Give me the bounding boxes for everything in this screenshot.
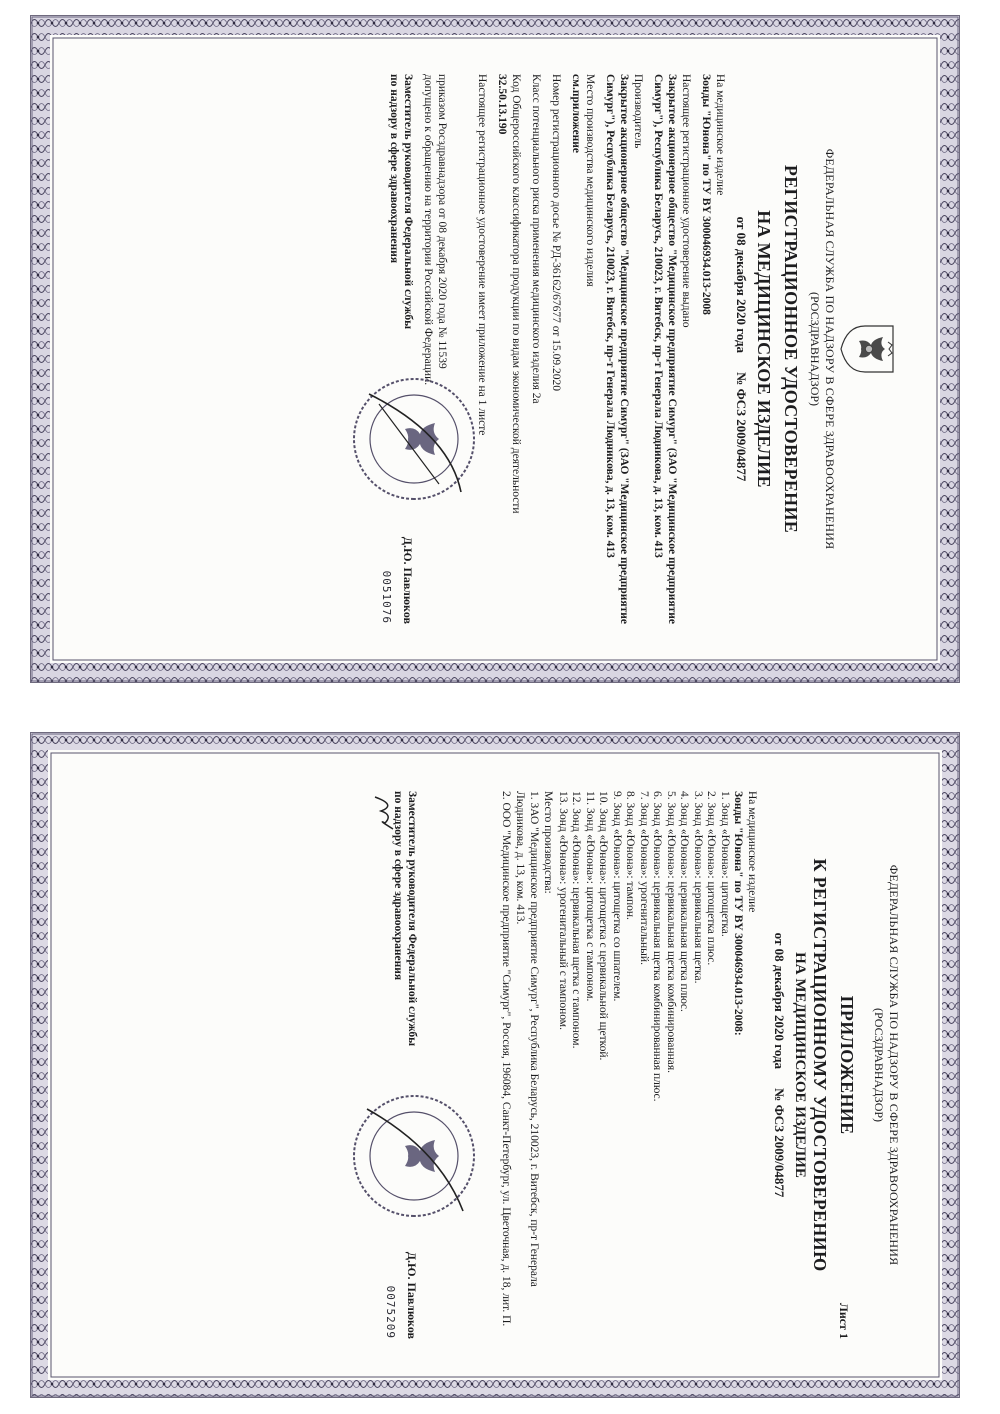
signature-block	[355, 74, 415, 624]
device-item: 12. Зонд «Юнона»: цервикальная щетка с тампоном.	[570, 791, 583, 1049]
device-item: 11. Зонд «Юнона»: цитощетка с тампоном.	[584, 791, 596, 1002]
signer-name: Д.Ю. Павлюков	[401, 536, 415, 624]
device-label: На медицинское изделие	[746, 791, 758, 913]
agency-short-name: (РОСЗДРАВНАДЗОР)	[808, 291, 822, 407]
certificate-title: РЕГИСТРАЦИОННОЕ УДОСТОВЕРЕНИЕ	[781, 164, 801, 534]
manufacturer-value: Закрытое акционерное общество "Медицинское предприятие Симург" (ЗАО "Медицинское предприятие Симург"), Республика Беларусь, 210023, г. Витебск, пр-т Генерала Людникова, д. 13, ком. 413	[604, 74, 630, 625]
device-item: 5. Зонд «Юнона»: цервикальная щетка комбинированная.	[665, 791, 677, 1074]
device-item: 10. Зонд «Юнона»: цитощетка с цервикальной щеткой.	[597, 791, 610, 1061]
device-items-list	[556, 791, 732, 1339]
device-item: 6. Зонд «Юнона»: цервикальная щетка комбинированная плюс.	[651, 791, 664, 1102]
official-seal-icon	[349, 374, 479, 504]
production-place-2: 2. ООО "Медицинское предприятие "Симург", Россия, 196084, Санкт-Петербург, ул. Цветочная, д. 18, лит. П.	[500, 791, 513, 1327]
appendix-title-line3: НА МЕДИЦИНСКОЕ ИЗДЕЛИЕ	[792, 952, 808, 1178]
device-item: 3. Зонд «Юнона»: цервикальная щетка.	[692, 791, 704, 984]
serial-number: 0051076	[380, 570, 393, 624]
production-label: Место производства:	[542, 791, 555, 894]
appendix-sheet	[30, 732, 960, 1398]
appendix-date-number	[771, 791, 787, 1339]
device-item: 8. Зонд «Юнона»: тампон.	[624, 791, 637, 920]
device-label: На медицинское изделие	[714, 74, 726, 196]
signer-title-line1: Заместитель руководителя Федеральной службы	[402, 74, 414, 330]
production-place-label: Место производства медицинского изделия	[584, 74, 596, 287]
signer-title-line1: Заместитель руководителя Федеральной службы	[406, 791, 419, 1047]
admitted-text: допущено к обращению на территории Российской Федерации.	[422, 74, 434, 386]
signer-title	[387, 74, 415, 329]
coat-of-arms-icon	[839, 322, 899, 376]
signer-title-line2: по надзору в сфере здравоохранения	[392, 791, 405, 981]
appendix-title-line2: К РЕГИСТРАЦИОННОМУ УДОСТОВЕРЕНИЮ	[810, 858, 830, 1272]
production-place-value: см.приложение	[570, 74, 582, 154]
serial-number: 0075209	[384, 1285, 398, 1339]
manufacturer-label: Производитель	[632, 74, 644, 149]
production-place-1: 1. ЗАО "Медицинское предприятие Симург", Республика Беларусь, 210023, г. Витебск, пр-т Генерала Людникова, д. 13, ком. 413.	[514, 791, 541, 1287]
agency-name: ФЕДЕРАЛЬНАЯ СЛУЖБА ПО НАДЗОРУ В СФЕРЕ ЗДРАВООХРАНЕНИЯ	[887, 864, 901, 1266]
signer-name: Д.Ю. Павлюков	[405, 1251, 420, 1339]
risk-class: Класс потенциального риска применения медицинского изделия 2а	[530, 74, 542, 404]
dossier-number: Номер регистрационного досье № РД-36162/67677 от 15.09.2020	[550, 74, 562, 391]
appendix-date: от 08 декабря 2020 года	[772, 932, 787, 1070]
official-seal-icon	[350, 1091, 480, 1221]
certificate-content	[31, 16, 959, 682]
okpd-label: Код Общероссийского классификатора продукции по видам экономической деятельности	[510, 74, 522, 514]
certificate-date: от 08 декабря 2020 года	[734, 216, 749, 354]
device-item: 4. Зонд «Юнона»: цервикальная щетка плюс.	[678, 791, 691, 1012]
certificate-subtitle: НА МЕДИЦИНСКОЕ ИЗДЕЛИЕ	[754, 210, 774, 488]
issued-to-label: Настоящее регистрационное удостоверение выдано	[680, 74, 692, 328]
certificate-sheet	[30, 15, 960, 683]
okpd-code: 32.50.13.190	[496, 74, 508, 135]
device-item: 1. Зонд «Юнона»: цитощетка.	[719, 791, 731, 937]
appendix-note: Настоящее регистрационное удостоверение имеет приложение на 1 листе	[476, 74, 488, 436]
device-item: 7. Зонд «Юнона»: урогенитальный.	[638, 791, 650, 965]
signer-title-line2: по надзору в сфере здравоохранения	[388, 74, 400, 264]
issued-to-value: Закрытое акционерное общество "Медицинское предприятие Симург" (ЗАО "Медицинское предприятие Симург"), Республика Беларусь, 210023, г. Витебск, пр-т Генерала Людникова, д. 13, ком. 413	[652, 74, 678, 625]
appendix-title: ПРИЛОЖЕНИЕ	[837, 995, 857, 1135]
device-item: 13. Зонд «Юнона»: урогенитальный с тампоном.	[557, 791, 569, 1030]
order-text: приказом Росздравнадзора от 08 декабря 2020 года № 11539	[436, 74, 448, 369]
agency-name: ФЕДЕРАЛЬНАЯ СЛУЖБА ПО НАДЗОРУ В СФЕРЕ ЗДРАВООХРАНЕНИЯ	[823, 148, 837, 550]
appendix-number: № ФСЗ 2009/04877	[772, 1088, 787, 1198]
signer-title	[392, 791, 420, 1046]
certificate-number: № ФСЗ 2009/04877	[734, 372, 749, 482]
signature-block	[360, 791, 420, 1339]
device-name: Зонды "Юнона" по ТУ BY 300046934.013-2008	[700, 74, 712, 315]
device-name: Зонды "Юнона" по ТУ BY 300046934.013-2008:	[732, 791, 744, 1036]
appendix-content	[31, 733, 959, 1397]
device-item: 2. Зонд «Юнона»: цитощетка плюс.	[705, 791, 718, 966]
agency-short-name: (РОСЗДРАВНАДЗОР)	[872, 1007, 886, 1123]
sheet-number: Лист 1	[837, 1302, 851, 1339]
certificate-date-number	[733, 74, 749, 624]
device-item: 9. Зонд «Юнона»: цитощетка со шпателем.	[611, 791, 623, 1002]
